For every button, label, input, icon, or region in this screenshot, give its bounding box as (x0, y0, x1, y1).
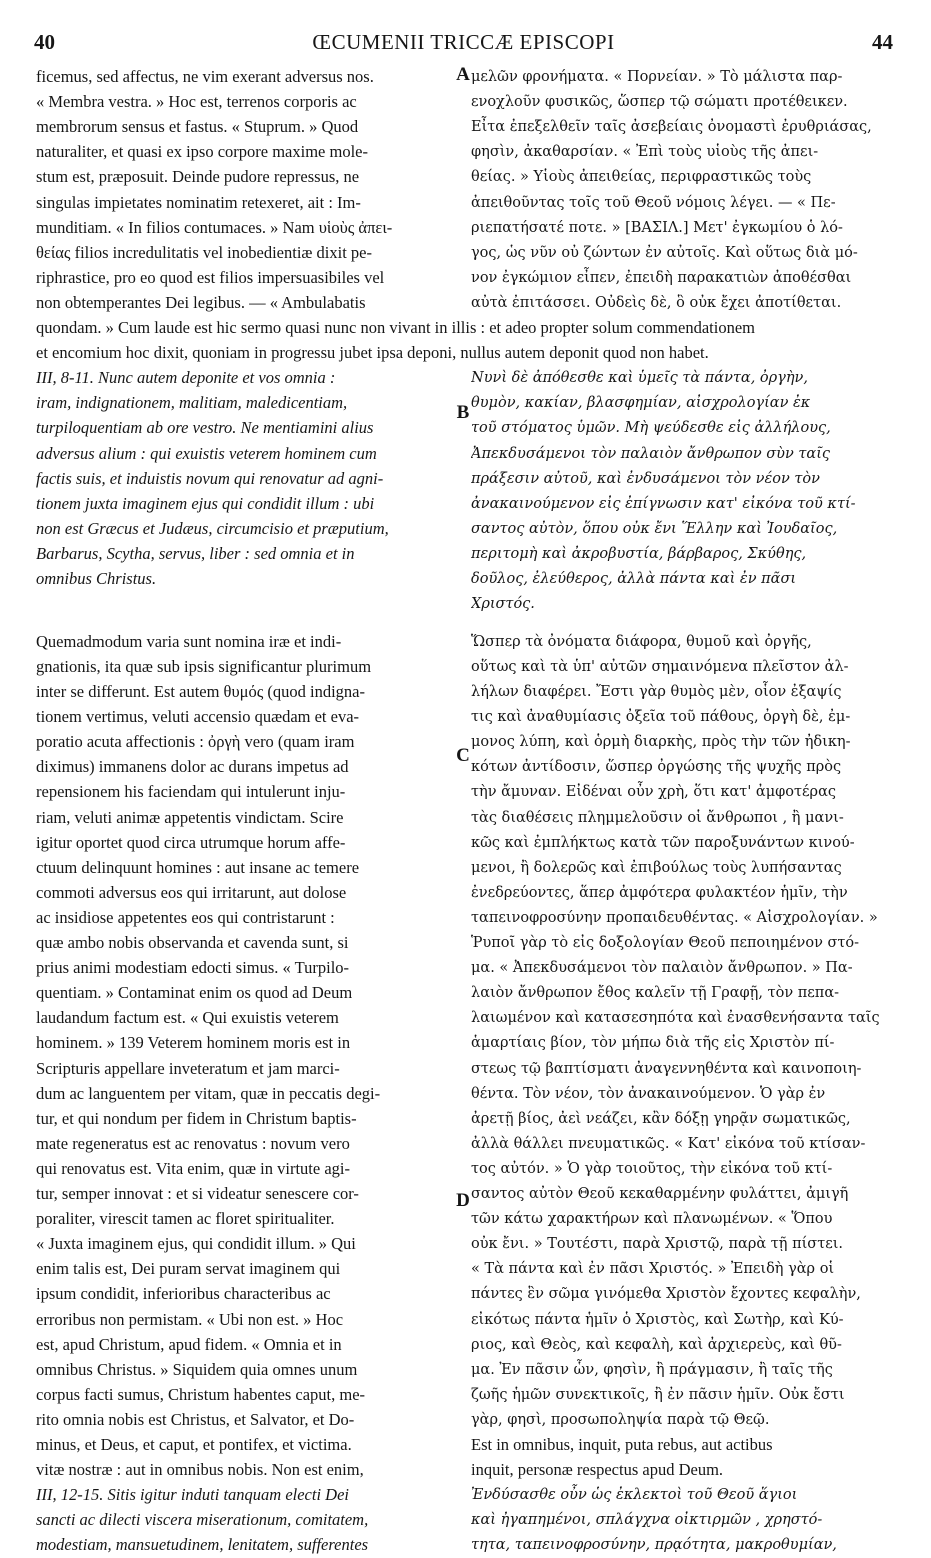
text-line: III, 12-15. Sitis igitur induti tanquam electi Dei (36, 1485, 350, 1505)
text-line: κότων ἀντίδοσιν, ὥσπερ ὀργώσης τῆς ψυχῆς πρὸς (471, 759, 842, 776)
page-number-left: 40 (34, 30, 55, 54)
text-line: adversus alium : qui exuistis veterem hominem cum (36, 443, 377, 463)
text-line: τος αὐτόν. » Ὁ γὰρ τοιοῦτος, τὴν εἰκόνα τοῦ κτί- (471, 1160, 833, 1177)
text-line: Est in omnibus, inquit, puta rebus, aut actibus (471, 1435, 773, 1454)
margin-marker-c: C (456, 745, 470, 766)
text-line: γος, ὡς νῦν οὐ ζώντων ἐν αὐτοῖς. Καὶ οὕτως διὰ μό- (471, 244, 858, 261)
text-line: θέντα. Τὸν νέον, τὸν ἀνακαινούμενον. Ὁ γὰρ ἐν (471, 1085, 826, 1102)
text-line: πάντες ἓν σῶμα γινόμεθα Χριστὸν ἔχοντες κεφαλὴν, (471, 1286, 861, 1303)
text-line: ἐνεδρεύοντες, ἅπερ ἀμφότερα φυλακτέον ἡμῖν, τὴν (471, 884, 848, 901)
text-line: ficemus, sed affectus, ne vim exerant adversus nos. (36, 67, 374, 86)
text-line: ἁμαρτίαις βίον, τὸν μήπω διὰ τῆς εἰς Χριστὸν πί- (471, 1035, 835, 1052)
text-line: « Juxta imaginem ejus, qui condidit illum. » Qui (36, 1234, 356, 1254)
text-line: « Τὰ πάντα καὶ ἐν πᾶσι Χριστός. » Ἐπειδὴ γὰρ οἱ (471, 1261, 835, 1278)
text-line: οὐκ ἔνι. » Τουτέστι, παρὰ Χριστῷ, παρὰ τῇ πίστει. (471, 1236, 844, 1253)
text-line: ac insidiose appetentes eos qui contristarunt : (36, 907, 335, 927)
text-line: νον ἐγκώμιον εἶπεν, ἐπειδὴ παρακατιὼν ἀποθέσθαι (471, 269, 852, 286)
text-line: inquit, personæ respectus apud Deum. (471, 1460, 724, 1480)
text-line: omnibus Christus. » Siquidem quia omnes unum (36, 1359, 358, 1379)
text-line: τητα, ταπεινοφροσύνην, πρᾳότητα, μακροθυμίαν, (471, 1537, 837, 1554)
text-line: ipsum condidit, inferioribus characteribus ac (36, 1284, 331, 1304)
text-line: rito omnia nobis est Christus, et Salvator, et Do- (36, 1409, 355, 1429)
text-line: repensionem his faciendam qui intulerunt inju- (36, 782, 346, 802)
text-line: στεως τῷ βαπτίσματι ἀναγεννηθέντα καὶ καινοποιη- (471, 1060, 862, 1077)
text-line: λαιὸν ἄνθρωπον ἔθος καλεῖν τῇ Γραφῇ, τὸν πεπα- (471, 985, 840, 1002)
text-line: αὐτὰ ἐπιτάσσει. Οὐδεὶς δὲ, ὃ οὐκ ἔχει ἀποτίθεται. (471, 294, 842, 311)
text-line: tionem juxta imaginem ejus qui condidit illum : ubi (36, 493, 375, 513)
text-line: κῶς καὶ ἐμπλήκτως κατὰ τῶν παροξυνάντων κινού- (471, 834, 855, 851)
text-line: tionem vertimus, veluti accensio quædam et eva- (36, 707, 360, 727)
text-line: λαιωμένον καὶ κατασεσηπότα καὶ ἐνασθενήσαντα ταῖς (471, 1010, 880, 1027)
text-line: poratio acuta affectionis : ὀργὴ vero (quam iram (36, 732, 355, 752)
text-line: μενοι, ἢ δολερῶς καὶ ἐπιβούλως τοὺς λυπήσαντας (471, 859, 842, 876)
text-line: ctuum delinquunt homines : aut insane ac temere (36, 857, 360, 877)
text-line: Εἶτα ἐπεξελθεῖν ταῖς ἀσεβείαις ὀνομαστὶ ἐρυθριάσας, (471, 119, 872, 136)
text-line: φησὶν, ἀκαθαρσίαν. « Ἐπὶ τοὺς υἱοὺς τῆς ἀπει- (471, 144, 819, 161)
text-line: corpus facti sumus, Christum habentes caput, me- (36, 1384, 366, 1404)
text-line: λήλων διαφέρει. Ἔστι γὰρ θυμὸς μὲν, οἷον ἐξαψίς (471, 684, 842, 700)
text-line: ἀνακαινούμενον εἰς ἐπίγνωσιν κατ' εἰκόνα τοῦ κτί- (471, 495, 856, 512)
text-line: περιτομὴ καὶ ἀκροβυστία, βάρβαρος, Σκύθης, (471, 545, 807, 562)
text-line: ἀρετῇ βίος, ἀεὶ νεάζει, κἂν δόξῃ γηρᾷν σωματικῶς, (471, 1110, 851, 1127)
text-line: stum est, præposuit. Deinde pudore repressus, ne (36, 167, 360, 187)
text-line: Χριστός. (471, 596, 535, 613)
text-line: Ὥσπερ τὰ ὀνόματα διάφορα, θυμοῦ καὶ ὀργῆς, (471, 633, 812, 650)
text-line: Quemadmodum varia sunt nomina iræ et indi- (36, 631, 342, 651)
text-line: τῶν κάτω χαρακτήρων καὶ πλανωμένων. « Ὅπου (471, 1211, 833, 1227)
text-line: naturaliter, et quasi ex ipso corpore maxime mole- (36, 142, 368, 162)
text-line: non obtemperantes Dei legibus. — « Ambulabatis (36, 292, 366, 312)
text-line: σαντος αὐτὸν, ὅπου οὐκ ἔνι Ἕλλην καὶ Ἰουδαῖος, (471, 520, 838, 537)
text-line: igitur oportet quod circa utrumque horum affe- (36, 832, 346, 852)
text-line: Ῥυποῖ γὰρ τὸ εἰς δοξολογίαν Θεοῦ πεποιημένον στό- (471, 935, 860, 951)
text-line: tur, semper innovat : et si videatur senescere cor- (36, 1184, 359, 1203)
text-line: Νυνὶ δὲ ἀπόθεσθε καὶ ὑμεῖς τὰ πάντα, ὀργὴν, (471, 370, 808, 387)
text-line: hominem. » 139 Veterem hominem moris est in (36, 1033, 351, 1053)
text-line: non est Græcus et Judæus, circumcisio et præputium, (36, 518, 389, 538)
text-line: qui renovatus est. Vita enim, quæ in virtute agi- (36, 1158, 350, 1178)
text-line: tur, et qui nondum per fidem in Christum baptis- (36, 1108, 357, 1128)
running-title: ŒCUMENII TRICCÆ EPISCOPI (312, 30, 615, 54)
text-line: iram, indignationem, malitiam, maledicentiam, (36, 393, 348, 413)
text-line: ενοχλοῦν φυσικῶς, ὥσπερ τῷ σώματι προτέθεικεν. (471, 94, 848, 111)
text-line: sancti ac dilecti viscera miserationum, comitatem, (36, 1510, 369, 1530)
text-line: ἀπειθοῦντας τοῖς τοῦ Θεοῦ νόμοις λέγει. — « Πε- (471, 194, 836, 211)
text-line: factis suis, et induistis novum qui renovatur ad agni- (36, 468, 384, 488)
text-line: τις καὶ ἀναθυμίασις ὀξεῖα τοῦ πάθους, ὀργὴ δὲ, ἐμ- (471, 709, 851, 726)
text-line: δοῦλος, ἐλεύθερος, ἀλλὰ πάντα καὶ ἐν πᾶσι (471, 571, 797, 587)
text-line: poraliter, virescit tamen ac floret spiritualiter. (36, 1209, 335, 1228)
text-line: σαντος αὐτὸν Θεοῦ κεκαθαρμένην φυλάττει, ἀμιγῆ (471, 1186, 849, 1202)
text-line: quæ ambo nobis observanda et cavenda sunt, si (36, 933, 349, 952)
text-line: inter se differunt. Est autem θυμός (quod indigna- (36, 682, 365, 701)
text-line: dum ac languentem per vitam, quæ in peccatis degi- (36, 1083, 381, 1103)
text-line: τὰς διαθέσεις πλημμελοῦσιν οἱ ἄνθρωποι , ἢ μανι- (471, 809, 844, 826)
text-line: οὕτως καὶ τὰ ὑπ' αὐτῶν σημαινόμενα πλεῖστον ἀλ- (471, 658, 849, 675)
text-line: ἀλλὰ θάλλει πνευματικῶς. « Κατ' εἰκόνα τοῦ κτίσαν- (471, 1135, 866, 1152)
text-line: ριεπατήσατέ ποτε. » [ΒΑΣΙΛ.] Μετ' ἐγκωμίου ὁ λό- (471, 219, 843, 236)
text-line: III, 8-11. Nunc autem deponite et vos omnia : (36, 368, 336, 388)
text-line: munditiam. « In filios contumaces. » Nam υἱοὺς ἀπει- (36, 217, 393, 237)
text-line: μα. Ἐν πᾶσιν ὧν, φησὶν, ἢ πράγμασιν, ἢ ταῖς τῆς (471, 1361, 833, 1378)
page-number-right: 44 (872, 30, 893, 54)
text-line: laudandum factum est. « Qui exuistis veterem (36, 1008, 339, 1028)
margin-marker-d: D (456, 1190, 470, 1211)
text-line: εἰκότως πάντα ἡμῖν ὁ Χριστὸς, καὶ Σωτὴρ, καὶ Κύ- (471, 1311, 844, 1328)
text-line: quentiam. » Contaminat enim os quod ad Deum (36, 983, 353, 1003)
text-line: ζωῆς ἡμῶν συνεκτικοῖς, ἢ ἐν πᾶσιν ἡμῖν. Οὐκ ἔστι (471, 1386, 845, 1403)
text-line: prius animi modestiam edocti simus. « Turpilo- (36, 958, 350, 978)
text-line: commoti adversus eos qui irritarunt, aut dolose (36, 882, 347, 902)
text-line: omnibus Christus. (36, 569, 157, 588)
text-line: τοῦ στόματος ὑμῶν. Μὴ ψεύδεσθε εἰς ἀλλήλους, (471, 420, 831, 437)
text-line: mate regeneratus est ac renovatus : novum vero (36, 1133, 350, 1153)
text-line: turpiloquentiam ab ore vestro. Ne mentiamini alius (36, 418, 374, 438)
text-line: θυμὸν, κακίαν, βλασφημίαν, αἰσχρολογίαν ἐκ (471, 395, 811, 412)
text-line: θείας filios incredulitatis vel inobedientiæ dixit pe- (36, 242, 372, 262)
text-line: singulas impietates nominatim retexeret, ait : Im- (36, 192, 361, 212)
text-line: μονος λύπη, καὶ ὁρμὴ διαρκὴς, πρὸς τὴν τῶν ἠδικη- (471, 734, 851, 751)
text-line: riphrastice, pro eo quod est filios impersuasibiles vel (36, 267, 385, 287)
text-line: τὴν ἄμυναν. Εἰδέναι οὖν χρὴ, ὅτι κατ' ἀμφοτέρας (471, 784, 836, 801)
text-line: ταπεινοφροσύνην προπαιδευθέντας. « Αἰσχρολογίαν. » (471, 909, 878, 926)
text-line: θείας. » Υἱοὺς ἀπειθείας, περιφραστικῶς τοὺς (471, 169, 812, 186)
text-line: quondam. » Cum laude est hic sermo quasi nunc non vivant in illis : et adeo propter solum commendationem (36, 318, 755, 337)
text-line: Scripturis appellare inveteratum et jam marci- (36, 1058, 340, 1078)
text-line: minus, et Deus, et caput, et pontifex, et victima. (36, 1435, 352, 1454)
text-line: enim talis est, Dei puram servat imaginem qui (36, 1259, 341, 1279)
text-line: « Membra vestra. » Hoc est, terrenos corporis ac (36, 92, 357, 112)
page-header (34, 30, 893, 62)
text-line: πράξεσιν αὐτοῦ, καὶ ἐνδυσάμενοι τὸν νέον τὸν (471, 470, 820, 487)
text-line: et encomium hoc dixit, quoniam in progressu jubet ipsa deponi, nullus autem deponit quod non habet. (36, 343, 709, 363)
text-line: μελῶν φρονήματα. « Πορνείαν. » Τὸ μάλιστα παρ- (471, 69, 843, 85)
text-line: erroribus non permistam. « Ubi non est. » Hoc (36, 1309, 344, 1329)
margin-marker-a: A (456, 64, 470, 85)
text-line: diximus) immanens dolor ac durans impetus ad (36, 757, 349, 777)
text-line: modestiam, mansuetudinem, lenitatem, sufferentes (36, 1535, 369, 1555)
text-line: riam, veluti animæ appetentis vindictam. Scire (36, 807, 344, 827)
text-line: μα. « Ἀπεκδυσάμενοι τὸν παλαιὸν ἄνθρωπον. » Πα- (471, 960, 853, 977)
text-line: Ἐνδύσασθε οὖν ὡς ἐκλεκτοὶ τοῦ Θεοῦ ἅγιοι (471, 1487, 798, 1504)
text-line: est, apud Christum, apud fidem. « Omnia et in (36, 1334, 342, 1354)
text-line: gnationis, ita quæ sub ipsis significantur plurimum (36, 656, 372, 676)
text-line: membrorum sensus et fastus. « Stuprum. » Quod (36, 117, 359, 137)
text-line: Ἀπεκδυσάμενοι τὸν παλαιὸν ἄνθρωπον σὺν ταῖς (471, 445, 831, 462)
text-line: ριος, καὶ Θεὸς, καὶ κεφαλὴ, καὶ ἀρχιερεὺς, καὶ θῦ- (471, 1336, 842, 1353)
margin-marker-b: B (456, 402, 470, 423)
text-line: καὶ ἠγαπημένοι, σπλάγχνα οἰκτιρμῶν , χρηστό- (471, 1512, 823, 1529)
text-line: Barbarus, Scytha, servus, liber : sed omnia et in (36, 543, 355, 563)
text-line: vitæ nostræ : aut in omnibus nobis. Non est enim, (36, 1460, 364, 1480)
text-line: γὰρ, φησὶ, προσωποληψία παρὰ τῷ Θεῷ. (471, 1411, 770, 1428)
